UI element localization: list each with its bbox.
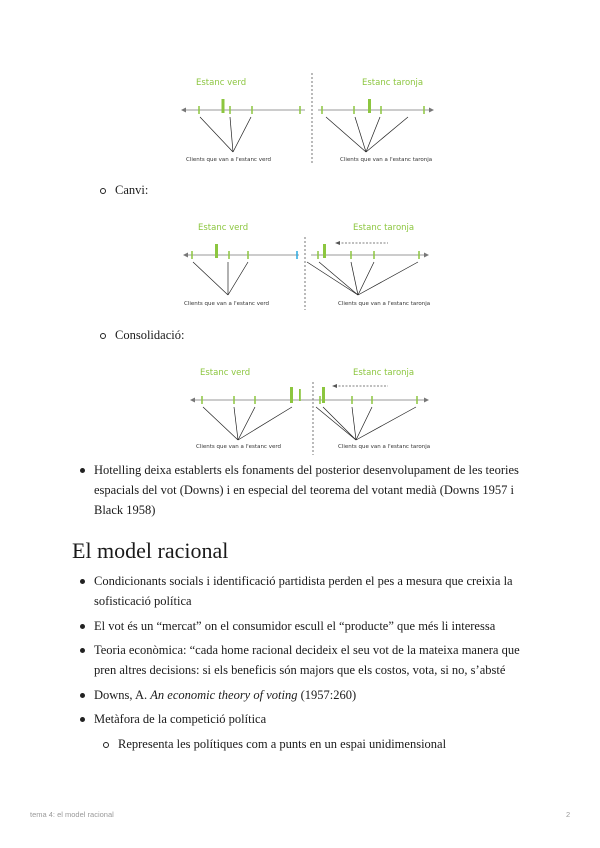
section-title: El model racional [72,538,229,563]
citation-title: An economic theory of voting [150,688,298,702]
green-store-marker [290,387,293,403]
client-arrows [203,407,416,440]
sub-item-consolidacio [100,328,184,343]
bullet-icon [80,717,85,722]
left-title: Estanc verd [196,78,247,88]
left-caption: Clients que van a l'estanc verd [184,301,269,307]
circle-bullet-icon [103,742,109,748]
bullet-item [80,616,530,636]
green-store-marker [215,244,218,258]
bullet-text [80,685,530,705]
right-title: Estanc taronja [362,78,424,88]
bullet-icon [80,648,85,653]
arrow-left-icon [181,108,186,113]
bullet-icon [80,579,85,584]
sub-item [103,737,446,752]
bullet-text: Teoria econòmica: “cada home racional decideix el seu vot de la mateixa manera que pren altres decisions: si els beneficis són majors que els costos, vota, si no, s’absté [94,643,520,677]
left-caption: Clients que van a l'estanc verd [196,444,281,450]
bullet-text: Hotelling deixa establerts els fonaments del posterior desenvolupament de les teories espacials del vot (Downs) i en especial del teorema del votant medià (Downs 1957 i Black 1958) [94,463,519,517]
page-number: 2 [566,810,571,819]
shift-arrow-head-icon [335,241,340,245]
bullet-hotelling [80,460,530,520]
bullet-item [80,640,530,680]
bullet-text: Metàfora de la competició política [94,712,267,726]
arrow-right-icon [424,398,429,403]
right-caption: Clients que van a l'estanc taronja [338,301,431,307]
bullet-item [80,571,530,611]
circle-bullet-icon [100,333,106,339]
orange-store-marker [368,99,371,113]
right-caption: Clients que van a l'estanc taronja [338,444,431,450]
client-arrows [200,117,408,152]
bullet-icon [80,693,85,698]
footer-title: tema 4: el model racional [30,810,114,819]
sub-label: Representa les polítiques com a punts en un espai unidimensional [118,737,447,751]
bullet-item [80,709,530,729]
bullet-item [80,685,530,705]
orange-store-marker [323,244,326,258]
right-title: Estanc taronja [353,368,415,378]
arrow-right-icon [424,253,429,258]
diagram-consolidation [188,360,450,460]
green-store-marker [222,99,225,113]
diagram-change [176,215,438,315]
client-arrows [193,262,418,295]
diagram-initial [178,70,440,170]
sub-label: Canvi: [115,183,149,197]
arrow-left-icon [190,398,195,403]
citation-author: Downs, A. [94,688,151,702]
bullet-icon [80,624,85,629]
green-tick-near-center [299,389,301,401]
left-title: Estanc verd [198,223,249,233]
orange-store-marker [322,387,325,403]
left-caption: Clients que van a l'estanc verd [186,157,271,163]
bullet-text: Condicionants socials i identificació partidista perden el pes a mesura que creixia la sofisticació política [94,574,513,608]
shift-arrow-head-icon [332,384,337,388]
citation-year: (1957:260) [297,688,357,702]
sub-label: Consolidació: [115,328,185,342]
arrow-right-icon [429,108,434,113]
arrow-left-icon [183,253,188,258]
left-title: Estanc verd [200,368,251,378]
bullet-icon [80,468,85,473]
bullet-text: El vot és un “mercat” on el consumidor escull el “producte” que més li interessa [94,619,496,633]
circle-bullet-icon [100,188,106,194]
right-caption: Clients que van a l'estanc taronja [340,157,433,163]
right-title: Estanc taronja [353,223,415,233]
sub-item-canvi [100,183,148,198]
